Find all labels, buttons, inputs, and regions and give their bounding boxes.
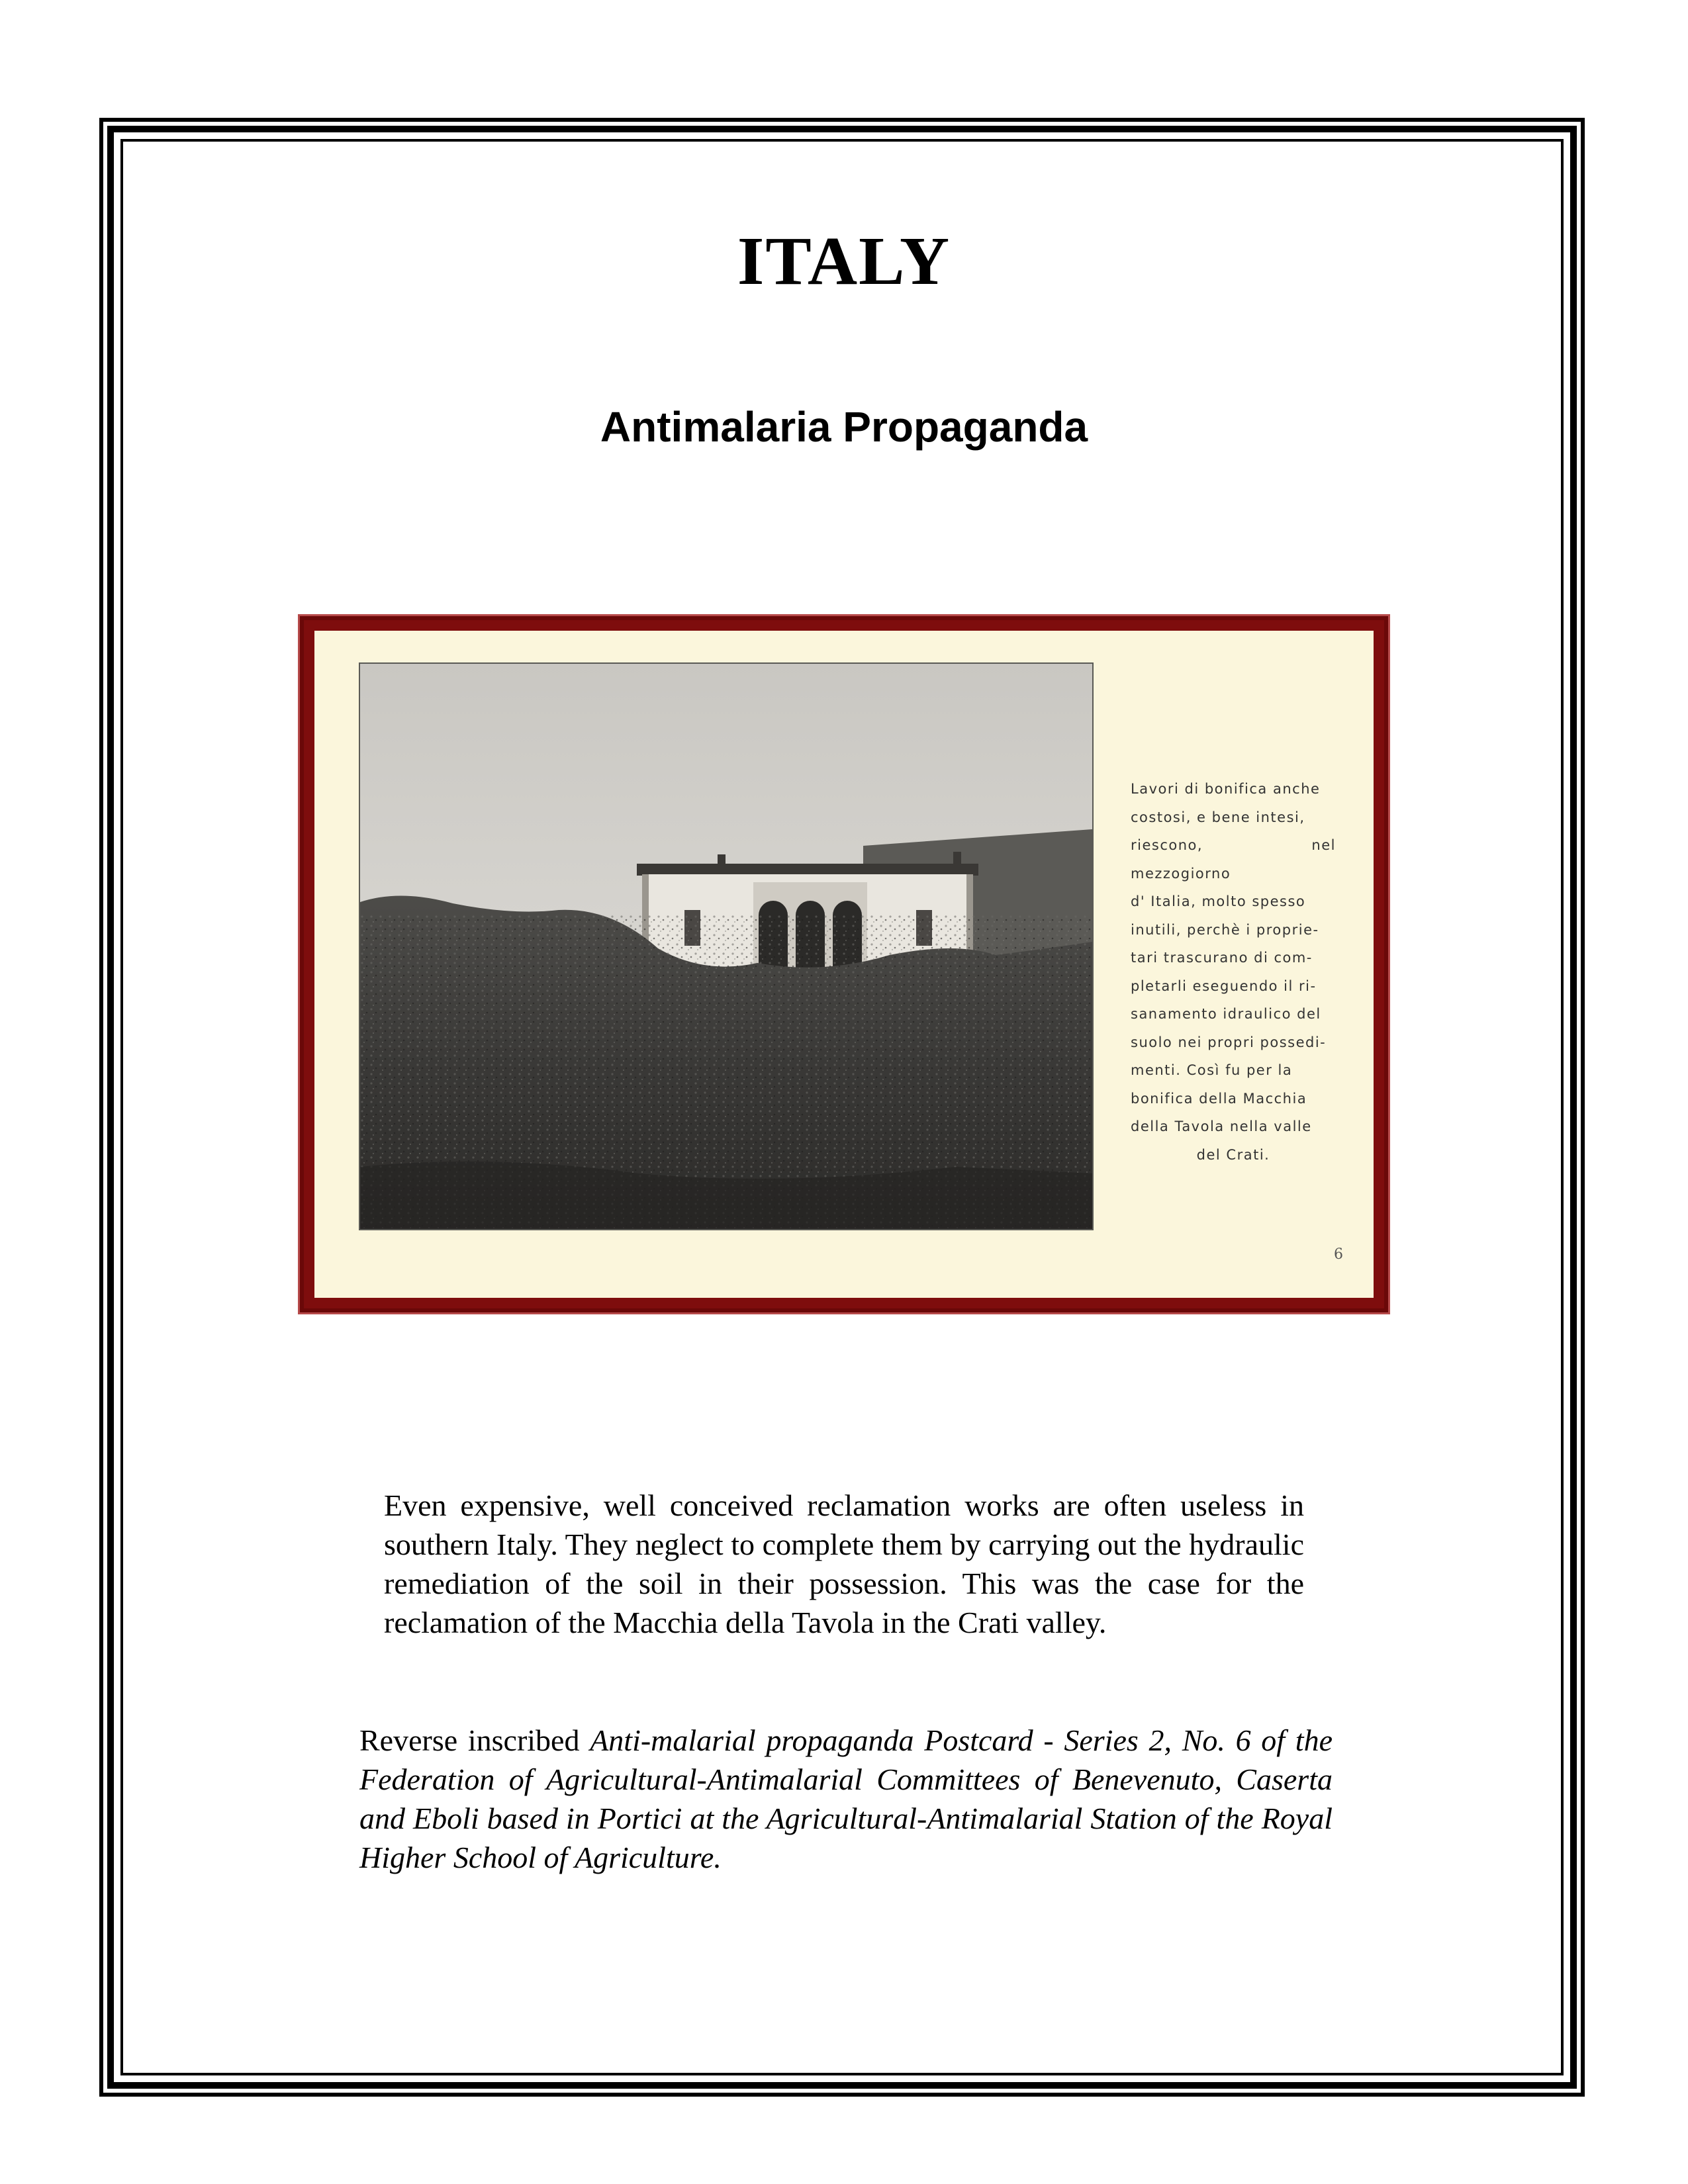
postcard-text-line: bonifica della Macchia [1131,1090,1307,1107]
farmhouse-photo-illustration [360,664,1092,1229]
page-title: ITALY [737,223,951,299]
postcard-text-line: sanamento idraulico del [1131,1006,1321,1022]
caption-prefix: Reverse inscribed [359,1723,590,1757]
postcard-photo [359,662,1094,1230]
postcard [314,631,1374,1298]
page-subtitle: Antimalaria Propaganda [600,403,1088,451]
postcard-text-line: inutili, perchè i proprie- [1131,921,1319,938]
translation-paragraph: Even expensive, well conceived reclamation works are often useless in southern Italy. They neglect to complete them by carrying out the hydraulic remediation of the soil in their possession. This was the case for the reclamation of the Macchia della Tavola in the Crati valley. [384,1488,1304,1639]
postcard-text-line: pletarli eseguendo il ri- [1131,978,1317,994]
postcard-text-line: della Tavola nella valle [1131,1118,1312,1134]
postcard-text-line: del Crati. [1196,1146,1270,1163]
postcard-text-line: Lavori di bonifica anche [1131,781,1321,797]
postcard-text-line: d' Italia, molto spesso [1131,893,1306,909]
postcard-text-line: tari trascurano di com- [1131,950,1313,966]
caption-italic-text: Anti-malarial propaganda Postcard - Series 2, No. 6 of the Federation of Agricultural-Antimalarial Committees of Benevenuto, Caserta and Eboli based in Portici at the Agricultural-Antimalarial Station of the Royal Higher School of Agriculture. [359,1723,1333,1874]
postcard-text-line: costosi, e bene intesi, [1131,809,1305,825]
postcard-text-line: riescono, nel mezzogiorno [1131,837,1336,882]
postcard-text-line: menti. Così fu per la [1131,1062,1293,1078]
caption-paragraph [359,1721,1333,1877]
postcard-text-line: suolo nei propri possedi- [1131,1034,1327,1050]
postcard-number: 6 [1334,1246,1343,1263]
postcard-italian-text [1131,775,1336,1169]
postcard-mat [298,614,1390,1314]
